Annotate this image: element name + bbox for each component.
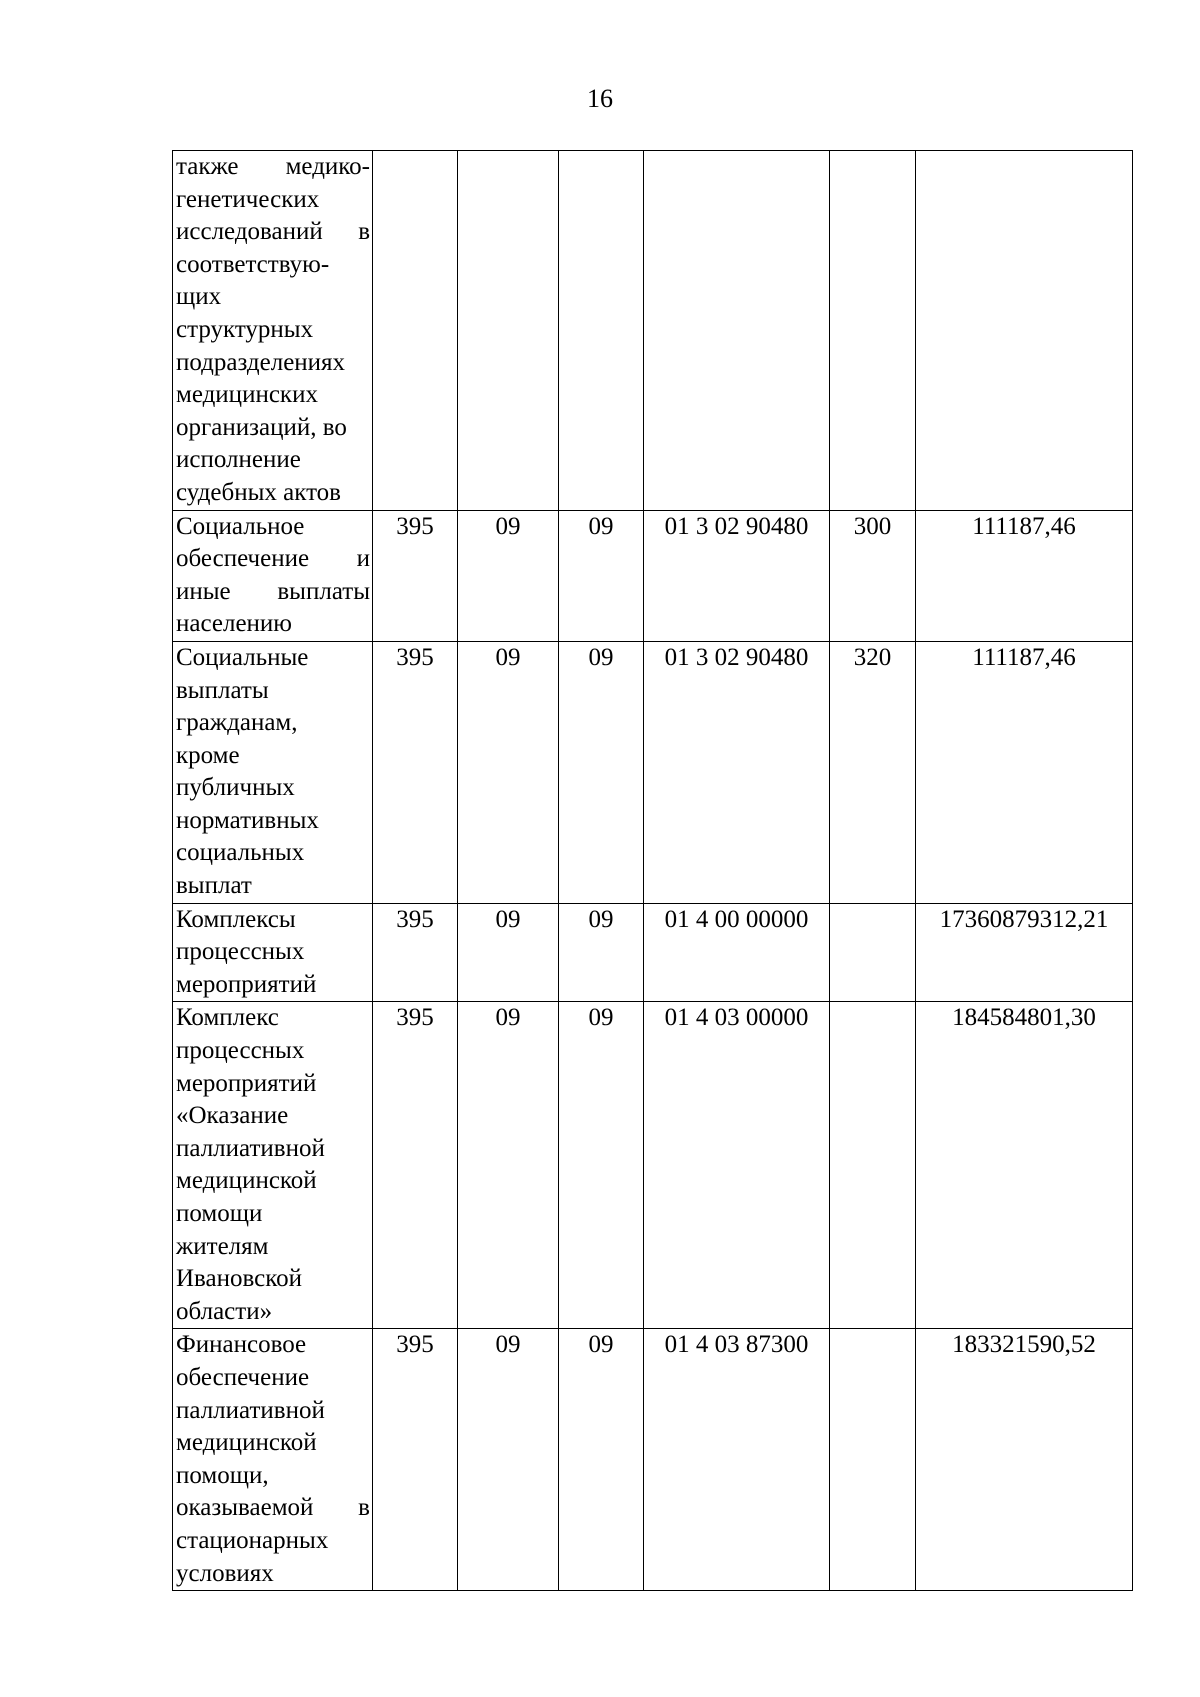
admin-code-cell: 395 [373,1002,458,1329]
section-code-cell: 09 [458,641,559,903]
description-line: помощи [176,1200,263,1227]
description-line: процессных [176,938,305,966]
description-line: медицинской [176,1167,317,1195]
description-line: Ивановской [176,1265,303,1293]
subsection-code-cell [559,151,644,511]
amount-cell [916,151,1133,511]
table-body [173,151,1133,1591]
description-cell [173,641,373,903]
description-line: выплаты [176,676,269,704]
subsection-code-cell: 09 [559,510,644,641]
description-line: структурных [176,315,314,343]
description-line: Комплекс [176,1004,279,1032]
amount-cell: 111187,46 [916,641,1133,903]
table-row [173,903,1133,1002]
subsection-code-cell: 09 [559,1329,644,1591]
amount-cell: 183321590,52 [916,1329,1133,1591]
table-row [173,1329,1133,1591]
description-cell [173,1002,373,1329]
description-line: помощи, [176,1461,269,1489]
table-row [173,151,1133,511]
admin-code-cell: 395 [373,641,458,903]
description-line: соответствую- [176,250,330,278]
description-line: процессных [176,1037,305,1065]
admin-code-cell: 395 [373,1329,458,1591]
description-line: медицинских [176,381,318,409]
section-code-cell: 09 [458,903,559,1002]
section-code-cell: 09 [458,1002,559,1329]
description-line: организаций, во [176,413,347,441]
description-line: обеспечение и [176,545,370,573]
budget-table [172,150,1133,1591]
description-line: паллиативной [176,1396,325,1424]
table-row [173,641,1133,903]
description-line: области» [176,1297,273,1325]
section-code-cell: 09 [458,1329,559,1591]
description-line: мероприятий [176,1069,317,1097]
amount-cell: 184584801,30 [916,1002,1133,1329]
description-line: Комплексы [176,905,296,933]
expense-type-cell [830,151,916,511]
section-code-cell [458,151,559,511]
expense-type-cell [830,1002,916,1329]
description-word: в [358,218,370,246]
description-line: подразделениях [176,348,346,376]
subsection-code-cell: 09 [559,641,644,903]
description-line: щих [176,283,222,311]
expense-type-cell [830,903,916,1002]
description-line: социальных [176,839,305,867]
subsection-code-cell: 09 [559,1002,644,1329]
table-row [173,1002,1133,1329]
target-article-cell: 01 3 02 90480 [644,641,830,903]
expense-type-cell [830,1329,916,1591]
table-row [173,510,1133,641]
description-cell [173,151,373,511]
description-cell [173,1329,373,1591]
description-word: также [176,153,239,180]
description-line: мероприятий [176,970,317,998]
description-line: публичных [176,774,295,802]
description-line: обеспечение [176,1363,310,1391]
description-line: иные выплаты [176,577,370,605]
description-word: исследований [176,218,323,246]
description-line [176,216,370,249]
description-line: кроме [176,741,240,769]
description-line: гражданам, [176,709,298,737]
admin-code-cell [373,151,458,511]
description-line: жителям [176,1232,269,1260]
section-code-cell: 09 [458,510,559,641]
description-line: населению [176,610,292,638]
target-article-cell: 01 4 03 87300 [644,1329,830,1591]
description-cell [173,903,373,1002]
expense-type-cell: 320 [830,641,916,903]
description-line: выплат [176,872,252,900]
description-line: оказываемой в [176,1494,370,1522]
target-article-cell: 01 4 00 00000 [644,903,830,1002]
description-line: Финансовое [176,1331,307,1359]
description-line: стационарных [176,1526,329,1554]
description-line: генетических [176,185,320,213]
admin-code-cell: 395 [373,510,458,641]
target-article-cell: 01 3 02 90480 [644,510,830,641]
description-cell [173,510,373,641]
subsection-code-cell: 09 [559,903,644,1002]
description-line: нормативных [176,806,319,834]
description-line: Социальные [176,643,309,671]
description-word: медико- [285,153,370,180]
description-line: «Оказание [176,1102,289,1130]
target-article-cell [644,151,830,511]
admin-code-cell: 395 [373,903,458,1002]
expense-type-cell: 300 [830,510,916,641]
description-line: паллиативной [176,1134,325,1162]
description-line [176,151,370,184]
amount-cell: 17360879312,21 [916,903,1133,1002]
page-number: 16 [587,84,613,113]
description-line: условиях [176,1559,274,1587]
description-line: Социальное [176,512,305,540]
description-line: судебных актов [176,478,341,506]
description-line: исполнение [176,446,301,474]
target-article-cell: 01 4 03 00000 [644,1002,830,1329]
description-line: медицинской [176,1429,317,1457]
amount-cell: 111187,46 [916,510,1133,641]
